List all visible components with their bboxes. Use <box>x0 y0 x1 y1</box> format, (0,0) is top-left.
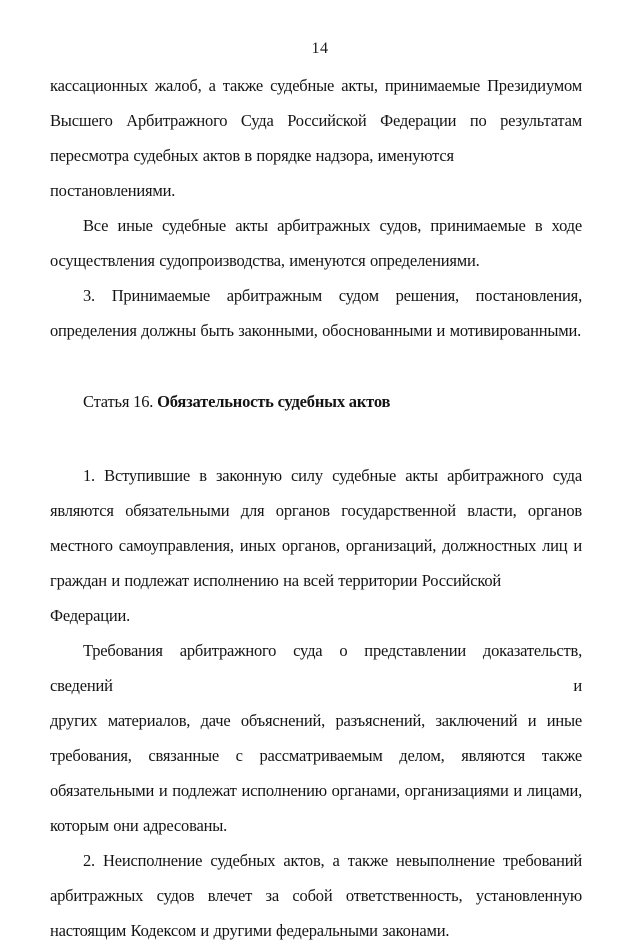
text-line: являются обязательными для органов государственной власти, органов <box>50 501 582 520</box>
text-line: настоящим Кодексом и другими федеральными законами. <box>50 921 450 940</box>
text-line: определения должны быть законными, обоснованными и мотивированными. <box>50 321 582 340</box>
paragraph <box>50 633 582 843</box>
text-line: 1. Вступившие в законную силу судебные акты арбитражного суда <box>83 466 582 485</box>
text-line: Все иные судебные акты арбитражных судов, принимаемые в ходе <box>83 216 582 235</box>
text-line: которым они адресованы. <box>50 816 228 835</box>
text-line: 3. Принимаемые арбитражным судом решения, постановления, <box>83 286 582 305</box>
page-number: 14 <box>311 40 329 57</box>
text-line: требования, связанные с рассматриваемым делом, являются также <box>50 746 582 765</box>
text-line: кассационных жалоб, а также судебные акты, принимаемые Президиумом <box>50 76 582 95</box>
text-line: арбитражных судов влечет за собой ответственность, установленную <box>50 886 582 905</box>
article-number: Статья 16. <box>83 392 158 411</box>
page-content <box>0 68 640 948</box>
article-title: Обязательность судебных актов <box>157 392 391 411</box>
paragraph-item-3 <box>50 278 582 348</box>
text-line: Высшего Арбитражного Суда Российской Федерации по результатам <box>50 111 582 130</box>
paragraph-continuation <box>50 68 582 208</box>
text-line: осуществления судопроизводства, именуются определениями. <box>50 251 480 270</box>
text-line: Требования арбитражного суда о представлении доказательств, сведений и <box>50 641 582 695</box>
paragraph <box>50 208 582 278</box>
paragraph-item-2 <box>50 843 582 948</box>
text-line: местного самоуправления, иных органов, организаций, должностных лиц и <box>50 536 582 555</box>
text-line: других материалов, даче объяснений, разъяснений, заключений и иные <box>50 711 582 730</box>
text-line: граждан и подлежат исполнению на всей территории Российской Федерации. <box>50 571 502 625</box>
paragraph-item-1 <box>50 458 582 633</box>
text-line: пересмотра судебных актов в порядке надзора, именуются постановлениями. <box>50 146 454 200</box>
text-line: обязательными и подлежат исполнению органами, организациями и лицами, <box>50 781 582 800</box>
article-heading <box>50 384 582 419</box>
text-line: 2. Неисполнение судебных актов, а также невыполнение требований <box>83 851 582 870</box>
